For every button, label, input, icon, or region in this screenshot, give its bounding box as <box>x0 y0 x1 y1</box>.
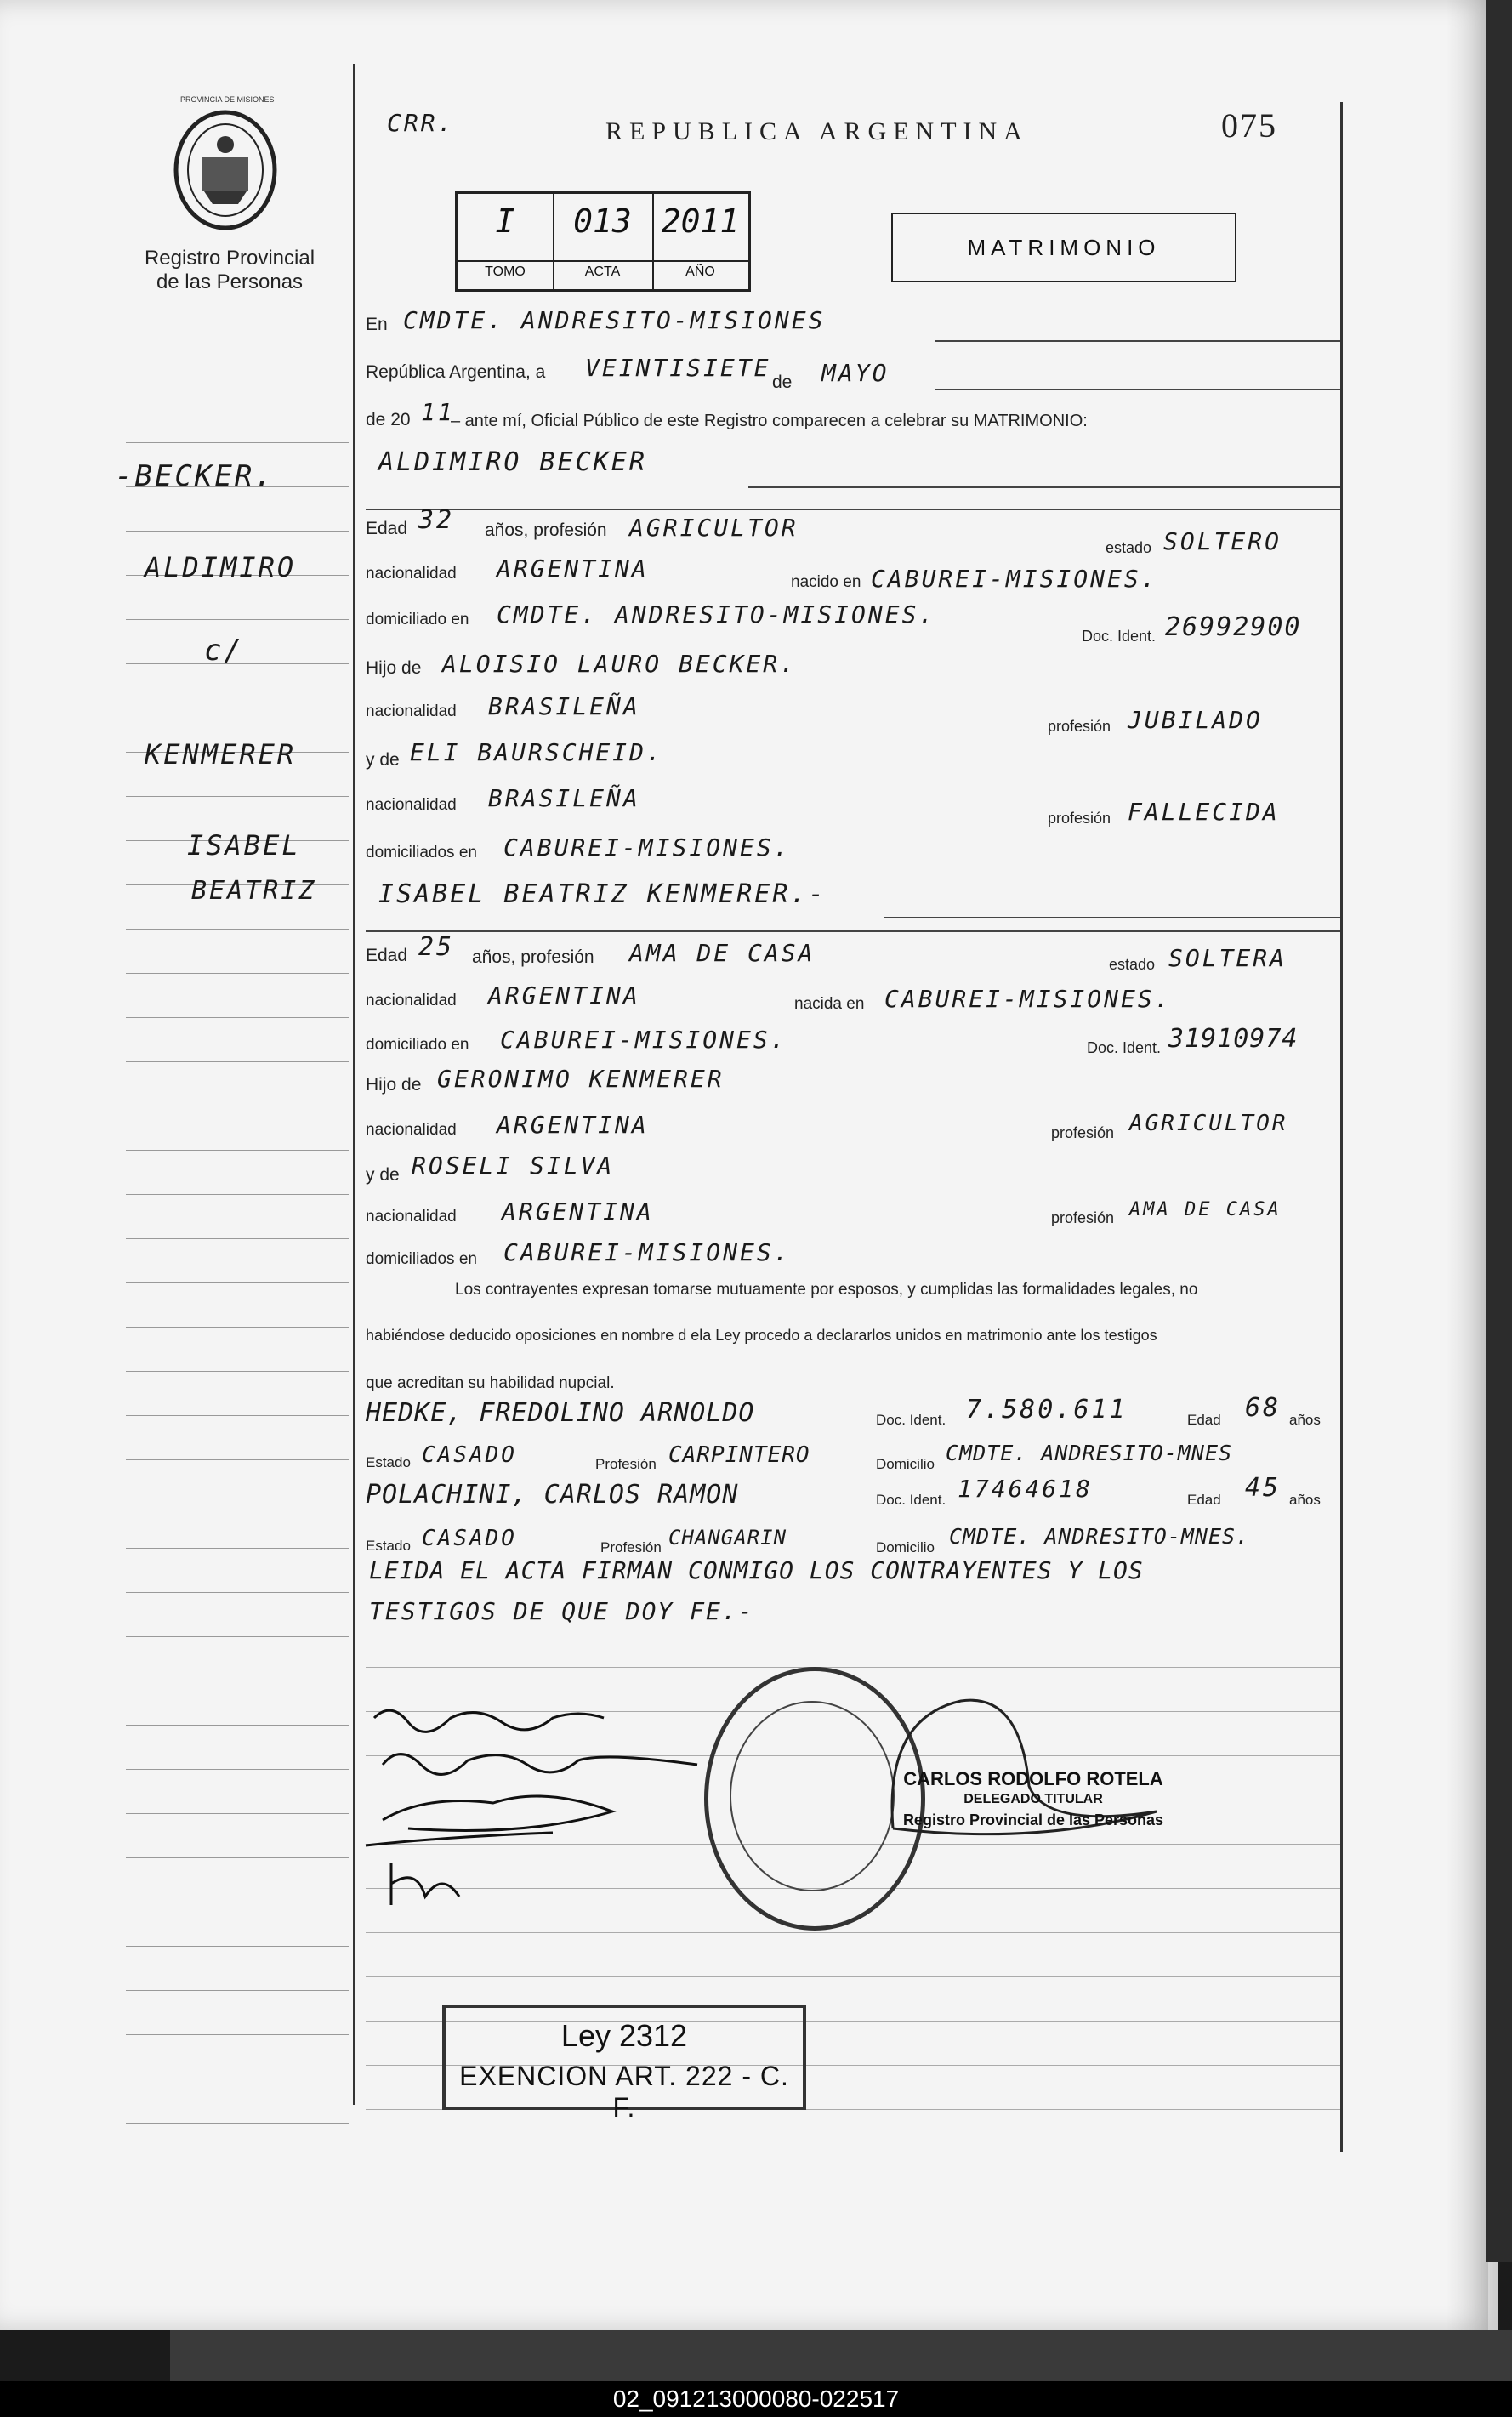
country-title: REPUBLICA ARGENTINA <box>605 117 1029 145</box>
bride-mother: ROSELI SILVA <box>412 1152 615 1180</box>
groom-estado-label: estado <box>1106 539 1152 556</box>
margin-rule <box>126 531 349 532</box>
bride-age: 25 <box>418 932 455 962</box>
groom-edad-label: Edad <box>366 519 408 538</box>
anio-label: AÑO <box>652 260 748 280</box>
bride-father-nat: ARGENTINA <box>497 1111 649 1139</box>
right-frame <box>1340 102 1343 2152</box>
seal-text: PROVINCIA DE MISIONES <box>180 95 275 104</box>
margin-first-name2: ISABEL <box>187 829 301 862</box>
witness-1-prof-label: Profesión <box>595 1456 657 1472</box>
margin-rule <box>126 619 349 620</box>
bride-doc-label: Doc. Ident. <box>1087 1039 1162 1056</box>
margin-rule <box>126 1238 349 1239</box>
margin-rule <box>126 1636 349 1637</box>
bride-mother-nat-label: nacionalidad <box>366 1208 457 1226</box>
bride-mother-label: y de <box>366 1165 400 1185</box>
bride-edad-label: Edad <box>366 946 408 965</box>
groom-mother-prof: FALLECIDA <box>1128 798 1280 826</box>
witness-2-name: POLACHINI, CARLOS RAMON <box>366 1480 739 1510</box>
folio-number: 075 <box>1221 106 1277 145</box>
groom-father-nat-label: nacionalidad <box>366 702 457 720</box>
witness-1-age: 68 <box>1245 1393 1282 1423</box>
groom-nac-label: nacionalidad <box>366 565 457 583</box>
bride-father-label: Hijo de <box>366 1075 422 1095</box>
margin-rule <box>126 1857 349 1858</box>
bride-parents-dom: CABUREI-MISIONES. <box>503 1238 791 1266</box>
groom-mother-prof-label: profesión <box>1048 810 1111 827</box>
month: MAYO <box>821 359 890 387</box>
margin-rule <box>126 2123 349 2124</box>
province-seal-icon <box>170 106 281 234</box>
acta-label: ACTA <box>553 260 652 280</box>
margin-rule <box>126 1990 349 1991</box>
witness-2-doc: 17464618 <box>958 1475 1093 1503</box>
groom-father-prof: JUBILADO <box>1128 706 1263 734</box>
body-rule <box>366 1976 1340 1977</box>
margin-rule <box>126 1592 349 1593</box>
margin-rule <box>126 1194 349 1195</box>
witness-2-doc-label: Doc. Ident. <box>876 1492 946 1508</box>
bride-domicile: CABUREI-MISIONES. <box>500 1026 787 1054</box>
closing-line-2: TESTIGOS DE QUE DOY FE.- <box>369 1597 754 1625</box>
witness-2-dom-label: Domicilio <box>876 1539 935 1555</box>
margin-rule <box>126 796 349 797</box>
margin-rule <box>126 1327 349 1328</box>
witness-2-age: 45 <box>1245 1473 1282 1503</box>
witness-1-anos-label: años <box>1289 1412 1321 1428</box>
bride-mother-prof-label: profesión <box>1051 1209 1115 1226</box>
bride-name: ISABEL BEATRIZ KENMERER.- <box>378 879 827 909</box>
margin-divider <box>353 64 355 2105</box>
book-spine <box>1486 0 1512 2262</box>
margin-rule <box>126 1150 349 1151</box>
bride-birthplace: CABUREI-MISIONES. <box>884 985 1172 1013</box>
groom-nationality: ARGENTINA <box>497 554 649 583</box>
bride-father-prof-label: profesión <box>1051 1124 1115 1141</box>
margin-rule <box>126 1813 349 1814</box>
day: VEINTISIETE <box>585 354 771 382</box>
witness-1-doc: 7.580.611 <box>966 1395 1128 1425</box>
registry-title: Registro Provincial de las Personas <box>144 247 315 293</box>
margin-rule <box>126 1061 349 1062</box>
groom-name: ALDIMIRO BECKER <box>378 447 647 477</box>
bride-profession: AMA DE CASA <box>629 939 816 967</box>
signatures-icon <box>357 1692 714 1922</box>
bride-mother-nat: ARGENTINA <box>502 1197 654 1226</box>
witness-2-estado: CASADO <box>422 1526 517 1551</box>
bride-father-nat-label: nacionalidad <box>366 1121 457 1139</box>
image-filename: 02_091213000080-022517 <box>0 2381 1512 2417</box>
bride-mother-prof: AMA DE CASA <box>1129 1199 1282 1220</box>
groom-age: 32 <box>418 505 455 535</box>
margin-rule <box>126 973 349 974</box>
bride-father: GERONIMO KENMERER <box>437 1065 725 1093</box>
margin-rule <box>126 2034 349 2035</box>
margin-rule <box>126 929 349 930</box>
margin-rule <box>126 1459 349 1460</box>
groom-doc: 26992900 <box>1165 612 1302 642</box>
year-prefix: de 20 <box>366 410 411 429</box>
law-stamp: Ley 2312 EXENCION ART. 222 - C. F. <box>442 2005 806 2110</box>
body-rule <box>366 1932 1340 1933</box>
tomo-label: TOMO <box>458 260 553 280</box>
witness-1-domicile: CMDTE. ANDRESITO-MNES <box>946 1441 1233 1465</box>
anio-value: 2011 <box>661 202 740 240</box>
margin-middle-name2: BEATRIZ <box>191 876 317 906</box>
witness-1-edad-label: Edad <box>1187 1412 1221 1428</box>
en-label: En <box>366 315 388 334</box>
official-stamp: CARLOS RODOLFO ROTELA DELEGADO TITULAR Registro Provincial de las Personas <box>902 1768 1164 1828</box>
act-type-box: MATRIMONIO <box>891 213 1236 282</box>
groom-estado: SOLTERO <box>1163 527 1282 555</box>
witness-2-prof-label: Profesión <box>600 1539 662 1555</box>
margin-rule <box>126 1725 349 1726</box>
groom-doms-label: domiciliados en <box>366 844 477 862</box>
bride-doc: 31910974 <box>1168 1024 1299 1054</box>
groom-domicile: CMDTE. ANDRESITO-MISIONES. <box>497 600 936 628</box>
place: CMDTE. ANDRESITO-MISIONES <box>403 306 826 334</box>
witness-2-anos-label: años <box>1289 1492 1321 1508</box>
acta-value: 013 <box>573 202 632 240</box>
witness-1-estado-label: Estado <box>366 1454 411 1470</box>
bride-estado-label: estado <box>1109 956 1156 973</box>
margin-rule <box>126 1769 349 1770</box>
witness-2-profession: CHANGARIN <box>668 1526 787 1550</box>
book-edge <box>170 2330 1512 2381</box>
margin-conj: c/ <box>204 634 244 668</box>
witness-1-name: HEDKE, FREDOLINO ARNOLDO <box>366 1398 755 1428</box>
page-shadow <box>1446 0 1488 2330</box>
margin-surname2: KENMERER <box>145 738 297 771</box>
margin-rule <box>126 1017 349 1018</box>
margin-rule <box>126 1282 349 1283</box>
margin-rule <box>126 1415 349 1416</box>
bride-anos-label: años, profesión <box>472 947 594 967</box>
bride-nationality: ARGENTINA <box>488 981 640 1009</box>
bride-nacida-label: nacida en <box>794 995 865 1013</box>
groom-father: ALOISIO LAURO BECKER. <box>442 650 798 678</box>
de-label: de <box>772 373 793 392</box>
groom-father-label: Hijo de <box>366 658 422 678</box>
ante-text: – ante mí, Oficial Público de este Registro comparecen a celebrar su MATRIMONIO: <box>451 412 1088 430</box>
tomo-value: I <box>495 202 515 240</box>
groom-profession: AGRICULTOR <box>629 514 799 542</box>
witness-1-profession: CARPINTERO <box>668 1442 810 1468</box>
republic-label: República Argentina, a <box>366 362 546 382</box>
bride-dom-label: domiciliado en <box>366 1036 469 1054</box>
declaration-line-1: Los contrayentes expresan tomarse mutuamente por esposos, y cumplidas las formalidades legales, no <box>455 1281 1198 1299</box>
groom-nacido-label: nacido en <box>791 573 861 591</box>
witness-2-domicile: CMDTE. ANDRESITO-MNES. <box>949 1524 1250 1549</box>
groom-dom-label: domiciliado en <box>366 611 469 628</box>
witness-1-estado: CASADO <box>422 1442 517 1468</box>
bride-doms-label: domiciliados en <box>366 1250 477 1268</box>
margin-rule <box>126 1371 349 1372</box>
groom-father-nat: BRASILEÑA <box>488 692 640 720</box>
groom-anos-label: años, profesión <box>485 520 607 540</box>
groom-mother-nat-label: nacionalidad <box>366 796 457 814</box>
closing-line-1: LEIDA EL ACTA FIRMAN CONMIGO LOS CONTRAYENTES Y LOS <box>369 1556 1144 1584</box>
bride-estado: SOLTERA <box>1168 944 1287 972</box>
margin-rule <box>126 442 349 443</box>
groom-father-prof-label: profesión <box>1048 718 1111 735</box>
margin-rule <box>126 1946 349 1947</box>
groom-doc-label: Doc. Ident. <box>1082 628 1157 645</box>
declaration-line-2: habiéndose deducido oposiciones en nombre d ela Ley procedo a declararlos unidos en matrimonio ante los testigos <box>366 1327 1157 1344</box>
bride-nac-label: nacionalidad <box>366 992 457 1009</box>
margin-rule <box>126 1548 349 1549</box>
groom-parents-dom: CABUREI-MISIONES. <box>503 833 791 862</box>
year-suffix: 11 <box>421 398 455 426</box>
witness-2-estado-label: Estado <box>366 1538 411 1554</box>
groom-mother: ELI BAURSCHEID. <box>410 738 663 766</box>
groom-mother-nat: BRASILEÑA <box>488 784 640 812</box>
groom-mother-label: y de <box>366 750 400 770</box>
witness-1-doc-label: Doc. Ident. <box>876 1412 946 1428</box>
body-rule <box>366 1667 1340 1668</box>
groom-birthplace: CABUREI-MISIONES. <box>871 565 1158 593</box>
witness-1-dom-label: Domicilio <box>876 1456 935 1472</box>
bride-father-prof: AGRICULTOR <box>1129 1111 1288 1136</box>
witness-2-edad-label: Edad <box>1187 1492 1221 1508</box>
margin-first-name: ALDIMIRO <box>145 551 297 583</box>
crr-mark: CRR. <box>387 109 455 137</box>
act-number-box <box>455 191 751 292</box>
declaration-line-3: que acreditan su habilidad nupcial. <box>366 1374 615 1392</box>
margin-surname: -BECKER. <box>115 459 275 493</box>
